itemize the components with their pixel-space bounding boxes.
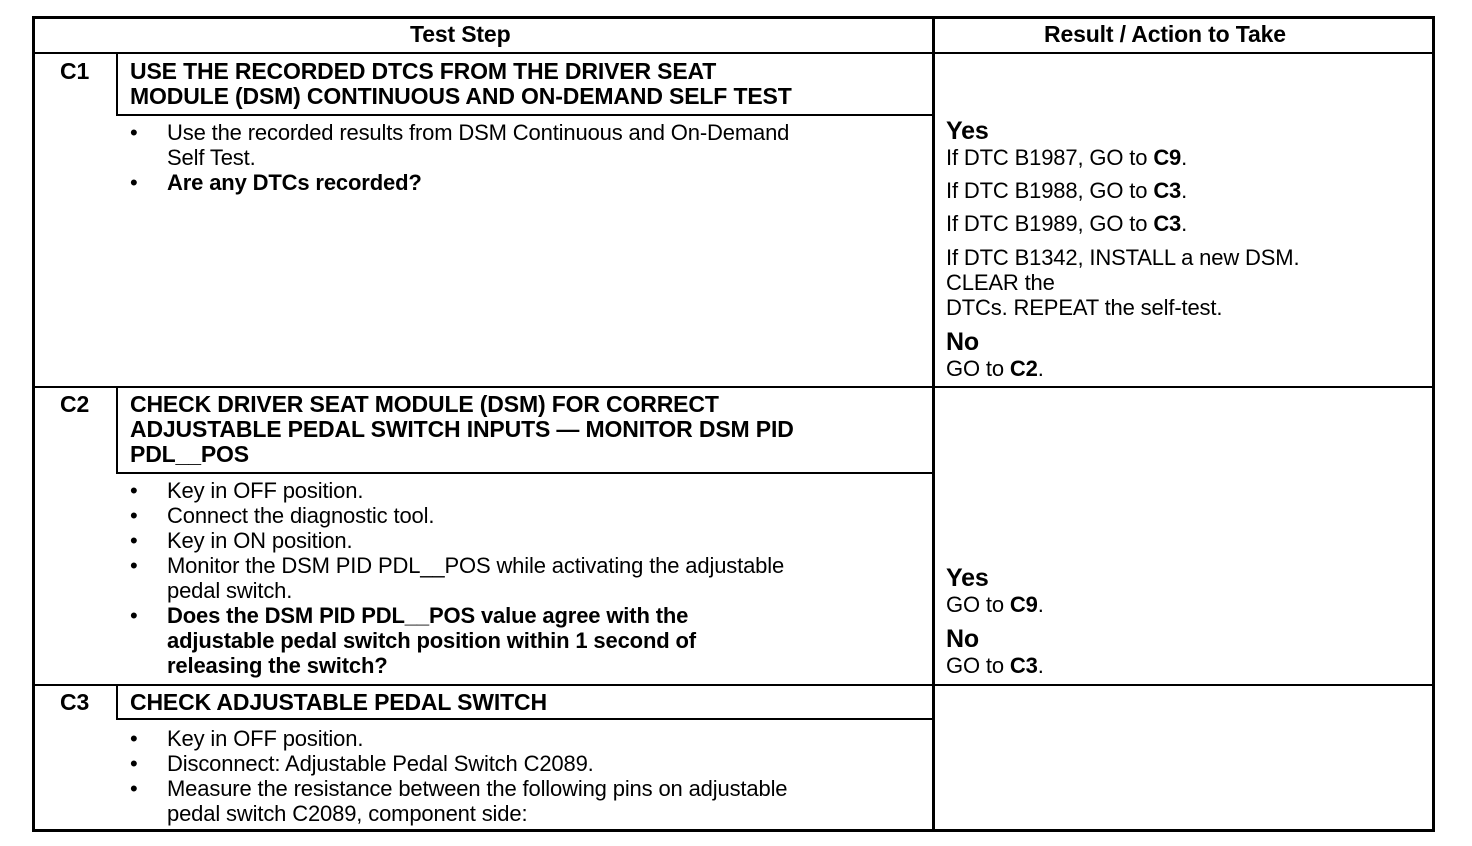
c3-bullet-1: •	[130, 726, 138, 751]
step-id-c3: C3	[60, 689, 90, 715]
c2-yes-result	[946, 592, 1044, 617]
c2-step-5-line-3: releasing the switch?	[167, 653, 388, 678]
c1-result-3	[946, 211, 1187, 236]
table-border-top	[32, 16, 1435, 19]
c2-step-4-line-2: pedal switch.	[167, 578, 293, 603]
c1-yes-label: Yes	[946, 117, 989, 145]
c1-result-1	[946, 145, 1187, 170]
c1-step-2-line-1: Are any DTCs recorded?	[167, 170, 422, 195]
c3-bullet-2: •	[130, 751, 138, 776]
c1-result-1-target: C9	[1153, 145, 1182, 170]
c3-title-line-1: CHECK ADJUSTABLE PEDAL SWITCH	[130, 689, 547, 715]
id-divider-c3	[116, 684, 118, 720]
c2-bullet-5: •	[130, 603, 138, 628]
table-border-right	[1432, 16, 1435, 832]
c2-yes-label: Yes	[946, 564, 989, 592]
c1-result-2-target: C3	[1153, 178, 1182, 203]
c1-result-3-target: C3	[1153, 211, 1182, 236]
c1-install-line-1: If DTC B1342, INSTALL a new DSM.	[946, 245, 1300, 270]
c3-title-divider	[116, 718, 934, 720]
c1-title-line-2: MODULE (DSM) CONTINUOUS AND ON-DEMAND SELF TEST	[130, 83, 792, 109]
c2-bullet-4: •	[130, 553, 138, 578]
c2-title-divider	[116, 472, 934, 474]
c3-step-3-line-2: pedal switch C2089, component side:	[167, 801, 528, 826]
column-divider	[932, 16, 935, 832]
c2-step-5-line-1: Does the DSM PID PDL__POS value agree with the	[167, 603, 689, 628]
c2-bullet-2: •	[130, 503, 138, 528]
c1-no-result-target: C2	[1009, 356, 1038, 381]
c1-result-1-prefix: If DTC B1987, GO to	[946, 145, 1154, 170]
c3-step-3-line-1: Measure the resistance between the following pins on adjustable	[167, 776, 788, 801]
c1-install-line-2: CLEAR the	[946, 270, 1055, 295]
c2-bullet-3: •	[130, 528, 138, 553]
c2-bullet-1: •	[130, 478, 138, 503]
c1-title-divider	[116, 114, 934, 116]
row-divider-c1-c2	[32, 386, 1435, 388]
c2-title-line-3: PDL__POS	[130, 441, 249, 467]
c1-no-result	[946, 356, 1044, 381]
c2-yes-result-suffix: .	[1037, 592, 1044, 617]
c3-step-2-line-1: Disconnect: Adjustable Pedal Switch C2089.	[167, 751, 594, 776]
c2-yes-result-target: C9	[1009, 592, 1038, 617]
c2-no-result	[946, 653, 1044, 678]
c1-result-3-prefix: If DTC B1989, GO to	[946, 211, 1154, 236]
c2-no-result-target: C3	[1009, 653, 1038, 678]
c2-step-1-line-1: Key in OFF position.	[167, 478, 364, 503]
c2-yes-result-prefix: GO to	[946, 592, 1010, 617]
table-border-bottom	[32, 829, 1435, 832]
c2-step-3-line-1: Key in ON position.	[167, 528, 353, 553]
header-result-action: Result / Action to Take	[1044, 21, 1286, 47]
c1-install-line-3: DTCs. REPEAT the self-test.	[946, 295, 1223, 320]
c1-step-1-line-1: Use the recorded results from DSM Continuous and On-Demand	[167, 120, 790, 145]
table-border-left	[32, 16, 35, 832]
c1-result-3-suffix: .	[1181, 211, 1188, 236]
c1-result-2-suffix: .	[1181, 178, 1188, 203]
c1-no-result-suffix: .	[1037, 356, 1044, 381]
header-test-step: Test Step	[410, 21, 511, 47]
c2-no-label: No	[946, 625, 980, 653]
c1-result-1-suffix: .	[1181, 145, 1188, 170]
c2-no-result-suffix: .	[1037, 653, 1044, 678]
c1-title-line-1: USE THE RECORDED DTCS FROM THE DRIVER SEAT	[130, 58, 717, 84]
c2-step-2-line-1: Connect the diagnostic tool.	[167, 503, 435, 528]
c1-result-2-prefix: If DTC B1988, GO to	[946, 178, 1154, 203]
c1-result-2	[946, 178, 1187, 203]
c1-bullet-1: •	[130, 120, 138, 145]
c2-no-result-prefix: GO to	[946, 653, 1010, 678]
id-divider-c1	[116, 52, 118, 116]
c3-step-1-line-1: Key in OFF position.	[167, 726, 364, 751]
row-divider-c2-c3	[32, 684, 1435, 686]
step-id-c2: C2	[60, 391, 90, 417]
c3-bullet-3: •	[130, 776, 138, 801]
c2-step-4-line-1: Monitor the DSM PID PDL__POS while activating the adjustable	[167, 553, 785, 578]
c1-no-label: No	[946, 328, 980, 356]
c1-bullet-2: •	[130, 170, 138, 195]
c2-title-line-2: ADJUSTABLE PEDAL SWITCH INPUTS — MONITOR DSM PID	[130, 416, 794, 442]
c1-no-result-prefix: GO to	[946, 356, 1010, 381]
c1-step-1-line-2: Self Test.	[167, 145, 256, 170]
step-id-c1: C1	[60, 58, 90, 84]
id-divider-c2	[116, 386, 118, 474]
c2-step-5-line-2: adjustable pedal switch position within 1 second of	[167, 628, 696, 653]
header-divider	[32, 52, 1435, 54]
c2-title-line-1: CHECK DRIVER SEAT MODULE (DSM) FOR CORRECT	[130, 391, 719, 417]
